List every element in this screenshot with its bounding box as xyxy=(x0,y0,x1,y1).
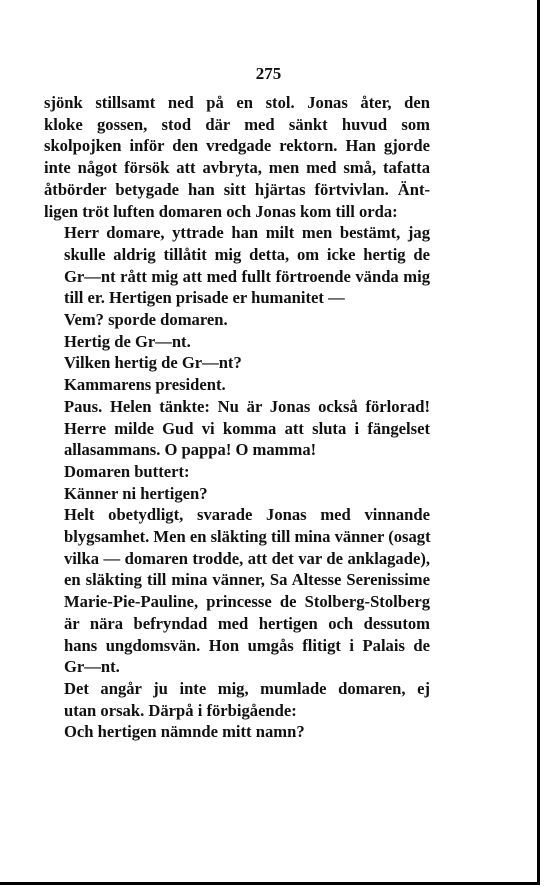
text-line: vilka — domaren trodde, att det var de anklagade), xyxy=(64,548,430,568)
paragraph xyxy=(44,396,430,461)
page-number: 275 xyxy=(255,64,282,83)
text-line: Gr—nt rått mig att med fullt förtroende vända mig xyxy=(64,266,430,286)
text-line: Vilken hertig de Gr—nt? xyxy=(64,353,242,373)
text-line: skolpojken inför den vredgade rektorn. Han gjorde xyxy=(44,136,430,156)
text-line: Hertig de Gr—nt. xyxy=(64,331,191,351)
text-line: en släkting till mina vänner, Sa Altesse Serenissime xyxy=(64,570,430,590)
text-line: Marie-Pie-Pauline, princesse de Stolberg-Stolberg xyxy=(64,592,430,612)
text-line: sjönk stillsamt ned på en stol. Jonas åter, den xyxy=(44,93,430,112)
text-line: utan orsak. Därpå i förbigående: xyxy=(64,700,297,720)
text-line: Gr—nt. xyxy=(64,657,120,677)
text-line: Paus. Helen tänkte: Nu är Jonas också förlorad! xyxy=(64,396,430,416)
body-text xyxy=(44,92,430,743)
text-line: Vem? sporde domaren. xyxy=(64,310,228,330)
paragraph xyxy=(44,483,430,505)
text-line: Kammarens president. xyxy=(64,375,226,395)
paragraph xyxy=(44,461,430,483)
paragraph xyxy=(44,92,430,222)
text-line: blygsamhet. Men en släkting till mina vänner (osagt xyxy=(64,527,431,547)
paragraph xyxy=(44,374,430,396)
text-line: till er. Hertigen prisade er humanitet — xyxy=(64,288,345,308)
text-line: kloke gossen, stod där med sänkt huvud som xyxy=(44,114,430,134)
paragraph xyxy=(44,352,430,374)
text-line: Herr domare, yttrade han milt men bestämt, jag xyxy=(64,223,430,243)
text-line: Och hertigen nämnde mitt namn? xyxy=(64,722,305,742)
text-line: Det angår ju inte mig, mumlade domaren, ej xyxy=(64,678,430,698)
text-line: allasammans. O pappa! O mamma! xyxy=(64,440,317,460)
text-line: Helt obetydligt, svarade Jonas med vinnande xyxy=(64,505,430,525)
text-line: Känner ni hertigen? xyxy=(64,483,208,503)
text-line: Domaren buttert: xyxy=(64,461,190,481)
text-line: hans ungdomsvän. Hon umgås flitigt i Palais de xyxy=(64,635,430,655)
text-line: Herre milde Gud vi komma att sluta i fängelset xyxy=(64,418,430,438)
text-line: ligen tröt luften domaren och Jonas kom till orda: xyxy=(44,201,398,221)
paragraph xyxy=(44,504,430,678)
text-line: är nära befryndad med hertigen och dessutom xyxy=(64,613,430,633)
paragraph xyxy=(44,222,430,309)
text-line: åtbörder betygade han sitt hjärtas förtvivlan. Änt- xyxy=(44,179,430,199)
text-line: inte något försök att avbryta, men med små, tafatta xyxy=(44,158,430,178)
paragraph xyxy=(44,309,430,331)
paragraph xyxy=(44,331,430,353)
paragraph xyxy=(44,721,430,743)
paragraph xyxy=(44,678,430,721)
text-line: skulle aldrig tillåtit mig detta, om icke hertig de xyxy=(64,244,430,264)
